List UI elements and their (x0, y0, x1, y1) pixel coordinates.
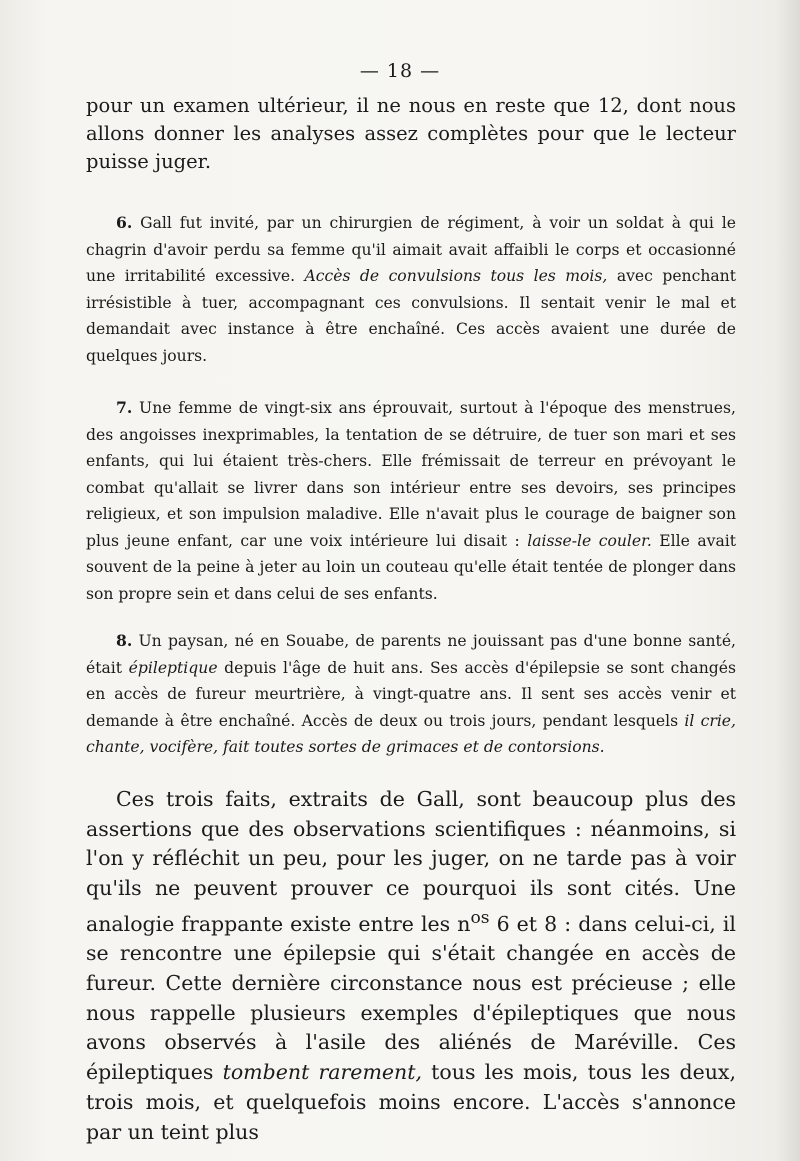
closing-superscript: os (470, 907, 490, 928)
case-7-number: 7. (116, 398, 133, 417)
page-number: — 18 — (359, 60, 441, 82)
case-8-emphasis-2: il crie, chante, vocifère, fait toutes sortes de grimaces et de contorsions. (86, 711, 736, 756)
case-8-paragraph (86, 628, 736, 761)
case-7-text (86, 395, 736, 607)
case-8-text-b: depuis l'âge de huit ans. Ses accès d'épilepsie se sont changés en accès de fureur meurtrière, à vingt-quatre ans. Il sent ses accès venir et demande à être enchaîné. Accès de deux ou trois jours, pendant lesquels (86, 658, 736, 730)
case-8-text-a: Un paysan, né en Souabe, de parents ne jouissant pas d'une bonne santé, était (86, 632, 737, 677)
intro-text: pour un examen ultérieur, il ne nous en reste que 12, dont nous allons donner les analyses assez complètes pour que le lecteur puisse juger. (86, 94, 736, 173)
closing-emphasis: tombent rarement, (222, 1060, 422, 1085)
case-6-paragraph (86, 210, 736, 369)
case-8-emphasis-1: épileptique (128, 658, 218, 677)
case-8-text (86, 628, 736, 761)
case-8-number: 8. (116, 631, 133, 650)
case-6-text-b: avec penchant irrésistible à tuer, accompagnant ces convulsions. Il sentait venir le mal et demandait avec instance à être enchaîné. Ces accès avaient une durée de quelques jours. (86, 267, 736, 365)
case-6-number: 6. (116, 213, 133, 232)
case-7-emphasis: laisse-le couler. (527, 531, 652, 550)
closing-text-b: 6 et 8 : dans celui-ci, il se rencontre une épilepsie qui s'était changée en accès de fureur. Cette dernière circonstance nous est précieuse ; elle nous rappelle plusieurs exemples d'épileptiques que nous avons observés à l'asile des aliénés de Maréville. Ces épileptiques (86, 911, 736, 1085)
case-6-text-a: Gall fut invité, par un chirurgien de régiment, à voir un soldat à qui le chagrin d'avoir perdu sa femme qu'il aimait avait affaibli le corps et occasionné une irritabilité excessive. (86, 214, 736, 285)
closing-text-a: Ces trois faits, extraits de Gall, sont beaucoup plus des assertions que des observations scientifiques : néanmoins, si l'on y réfléchit un peu, pour les juger, on ne tarde pas à voir qu'ils ne peuvent prouver ce pourquoi ils sont cités. Une analogie frappante existe entre les n (86, 787, 736, 936)
closing-text-c: tous les mois, tous les deux, trois mois, et quelquefois moins encore. L'accès s'annonce par un teint plus (86, 1060, 736, 1144)
case-7-paragraph (86, 395, 736, 607)
case-6-text (86, 210, 736, 369)
closing-paragraph (86, 785, 736, 1147)
closing-text (86, 785, 736, 1147)
case-6-emphasis: Accès de convulsions tous les mois, (304, 267, 608, 285)
case-7-text-b: Elle avait souvent de la peine à jeter au loin un couteau qu'elle était tentée de plonger dans son propre sein et dans celui de ses enfants. (86, 531, 736, 603)
case-7-text-a: Une femme de vingt-six ans éprouvait, surtout à l'époque des menstrues, des angoisses inexprimables, la tentation de se détruire, de tuer son mari et ses enfants, qui lui étaient très-chers. Elle frémissait de terreur en prévoyant le combat qu'allait se livrer dans son intérieur entre ses devoirs, ses principes religieux, et son impulsion maladive. Elle n'avait plus le courage de baigner son plus jeune enfant, car une voix intérieure lui disait : (86, 399, 736, 550)
intro-paragraph (86, 92, 736, 176)
